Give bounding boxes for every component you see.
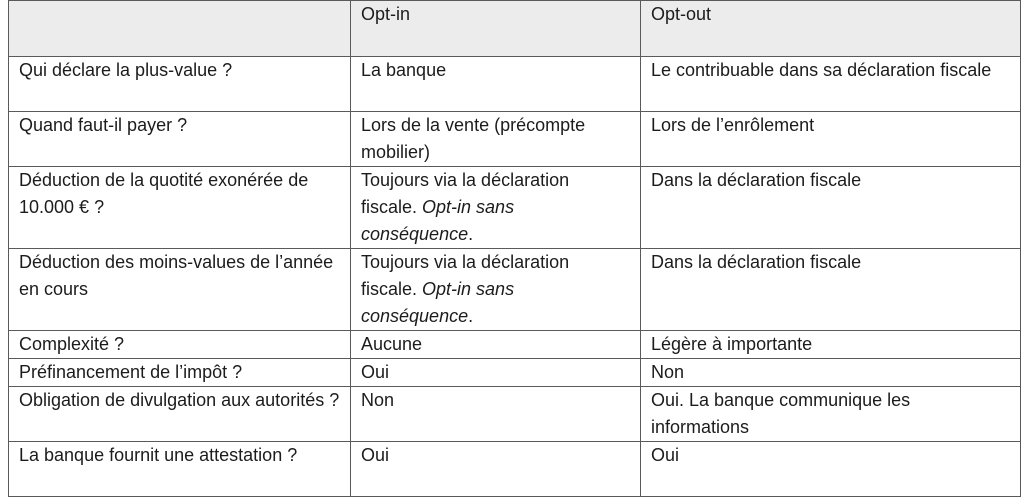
question-cell: Obligation de divulgation aux autorités ?	[9, 387, 351, 442]
opt-in-cell	[351, 57, 641, 112]
table-row	[9, 359, 1021, 387]
opt-in-cell	[351, 249, 641, 331]
question-cell: Déduction des moins-values de l’année en cours	[9, 249, 351, 331]
opt-in-cell	[351, 331, 641, 359]
question-cell: Quand faut-il payer ?	[9, 112, 351, 167]
table-row	[9, 57, 1021, 112]
opt-out-cell: Lors de l’enrôlement	[641, 112, 1021, 167]
opt-out-cell: Non	[641, 359, 1021, 387]
opt-in-cell	[351, 167, 641, 249]
opt-out-cell: Légère à importante	[641, 331, 1021, 359]
header-row	[9, 1, 1021, 57]
opt-in-text: La banque	[361, 60, 447, 80]
question-cell: Qui déclare la plus-value ?	[9, 57, 351, 112]
opt-out-cell: Le contribuable dans sa déclaration fiscale	[641, 57, 1021, 112]
table-row	[9, 442, 1021, 497]
opt-in-text: Lors de la vente (précompte mobilier)	[361, 115, 586, 162]
opt-in-text: Toujours via la déclaration fiscale.	[361, 170, 570, 217]
opt-out-cell: Oui. La banque communique les informations	[641, 387, 1021, 442]
opt-in-tail: .	[468, 306, 474, 326]
opt-in-note: Opt-in sans conséquence	[361, 197, 515, 244]
opt-in-note: Opt-in sans conséquence	[361, 279, 515, 326]
opt-out-cell: Dans la déclaration fiscale	[641, 249, 1021, 331]
opt-in-text: Aucune	[361, 334, 423, 354]
table-row	[9, 249, 1021, 331]
opt-in-cell	[351, 442, 641, 497]
table-row	[9, 167, 1021, 249]
question-cell: La banque fournit une attestation ?	[9, 442, 351, 497]
opt-in-cell	[351, 387, 641, 442]
header-empty-cell	[9, 1, 351, 57]
opt-in-cell	[351, 112, 641, 167]
opt-in-text: Toujours via la déclaration fiscale.	[361, 252, 570, 299]
question-cell: Complexité ?	[9, 331, 351, 359]
header-opt-in: Opt-in	[351, 1, 641, 57]
question-cell: Préfinancement de l’impôt ?	[9, 359, 351, 387]
header-opt-out: Opt-out	[641, 1, 1021, 57]
comparison-table	[8, 0, 1021, 497]
opt-out-cell: Dans la déclaration fiscale	[641, 167, 1021, 249]
opt-in-text: Non	[361, 390, 395, 410]
opt-in-tail: .	[468, 224, 474, 244]
table-row	[9, 112, 1021, 167]
table-row	[9, 387, 1021, 442]
opt-in-cell	[351, 359, 641, 387]
opt-in-text: Oui	[361, 362, 390, 382]
opt-in-text: Oui	[361, 445, 390, 465]
opt-out-cell: Oui	[641, 442, 1021, 497]
question-cell: Déduction de la quotité exonérée de 10.000 € ?	[9, 167, 351, 249]
table-row	[9, 331, 1021, 359]
